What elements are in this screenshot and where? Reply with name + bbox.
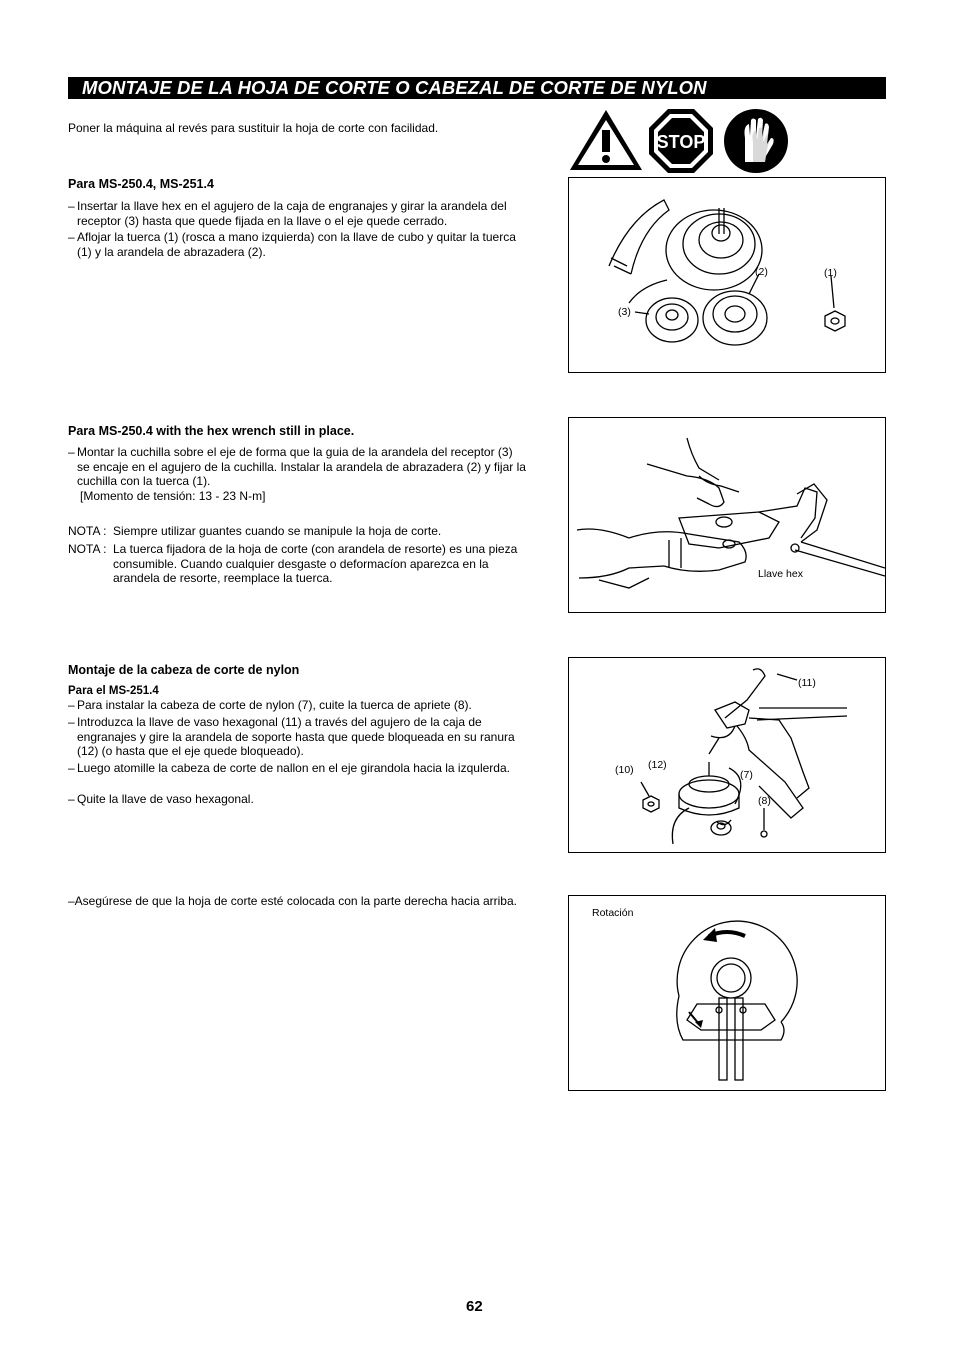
list-item: – Aflojar la tuerca (1) (rosca a mano izquierda) con la llave de cubo y quitar la tuerca (1) y la arandela de abrazadera (2). [68, 230, 516, 259]
page-number: 62 [466, 1298, 483, 1315]
label-7: (7) [740, 769, 753, 781]
warning-icons [570, 108, 795, 174]
label-10: (10) [615, 764, 634, 776]
orientation-note: –Asegúrese de que la hoja de corte esté colocada con la parte derecha hacia arriba. [68, 894, 517, 908]
list-item: – Quite la llave de vaso hexagonal. [68, 792, 254, 806]
gloves-icon [723, 108, 789, 174]
section2-heading: Para MS-250.4 with the hex wrench still in place. [68, 424, 355, 438]
list-item: – Montar la cuchilla sobre el eje de forma que la guia de la arandela del receptor (3) se encaje en el agujero de la cuchilla. Instalar la arandela de abrazadera (2) y fijar la cuchilla con la tuerca (1). [68, 445, 526, 489]
figure-blade-install [568, 417, 886, 613]
list-item: – Introduzca la llave de vaso hexagonal (11) a través del agujero de la caja de engranajes y gire la arandela de soporte hasta que quede bloqueada en su ranura (12) (o hasta que el eje quede bloqueado). [68, 715, 515, 759]
rotation-illustration [569, 896, 885, 1090]
list-item: – Luego atomille la cabeza de corte de nallon en el eje girandola hacia la izqulerda. [68, 761, 510, 775]
figure-gearbox-parts [568, 177, 886, 373]
intro-text: Poner la máquina al revés para sustituir la hoja de corte con facilidad. [68, 121, 439, 135]
label-rotation: Rotación [592, 907, 634, 919]
label-8: (8) [758, 795, 771, 807]
list-item: – Insertar la llave hex en el agujero de la caja de engranajes y girar la arandela del receptor (3) hasta que quede fijada en la llave o el eje quede cerrado. [68, 199, 507, 228]
figure-rotation [568, 895, 886, 1091]
note: NOTA : La tuerca fijadora de la hoja de corte (con arandela de resorte) es una pieza consumible. Cuando cualquier desgaste o deformacíon aparezca en la arandela de resorte, reemplace la tuerca. [68, 542, 518, 586]
label-hex-wrench: Llave hex [758, 568, 803, 580]
section1-heading: Para MS-250.4, MS-251.4 [68, 177, 214, 191]
title-banner [68, 77, 886, 99]
nylon-head-illustration [569, 658, 885, 852]
blade-install-illustration [569, 418, 885, 612]
list-item: – Para instalar la cabeza de corte de nylon (7), cuite la tuerca de apriete (8). [68, 698, 472, 712]
page-title: MONTAJE DE LA HOJA DE CORTE O CABEZAL DE CORTE DE NYLON [82, 77, 707, 98]
torque-spec: [Momento de tensión: 13 - 23 N-m] [80, 489, 266, 503]
label-12: (12) [648, 759, 667, 771]
label-11: (11) [798, 677, 816, 689]
figure-nylon-head [568, 657, 886, 853]
gearbox-parts-illustration [569, 178, 885, 372]
stop-sign-icon [648, 108, 714, 174]
svg-text:STOP: STOP [656, 132, 706, 152]
label-3: (3) [618, 306, 631, 318]
label-2: (2) [755, 266, 768, 278]
section3-heading: Montaje de la cabeza de corte de nylon [68, 663, 300, 677]
label-1: (1) [824, 267, 837, 279]
note: NOTA : Siempre utilizar guantes cuando se manipule la hoja de corte. [68, 524, 442, 538]
section3-subheading: Para el MS-251.4 [68, 685, 159, 697]
